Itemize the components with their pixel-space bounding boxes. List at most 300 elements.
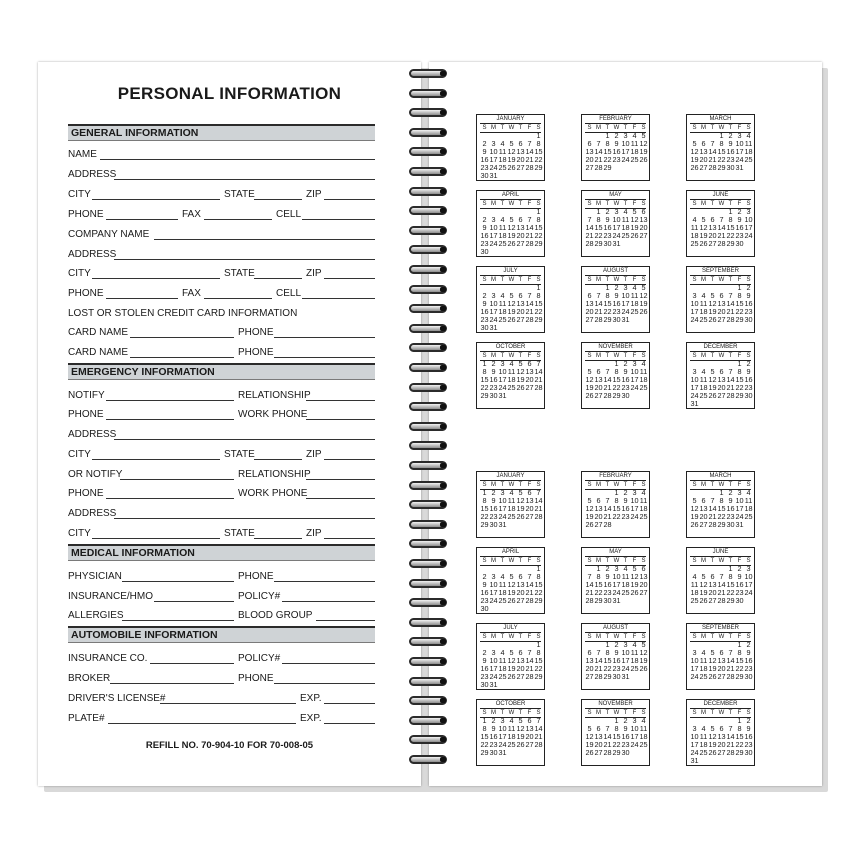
- day-number: 28: [594, 672, 603, 681]
- spiral-ring: [406, 342, 456, 354]
- weekday-initial: S: [587, 710, 592, 716]
- form-row-card-name: [68, 326, 375, 340]
- weekday-initial: M: [596, 634, 601, 640]
- day-number: 4: [500, 572, 505, 581]
- day-number: 24: [612, 588, 621, 597]
- phone-line[interactable]: [106, 219, 178, 220]
- weekday-initial: S: [746, 634, 751, 640]
- refill-number: REFILL NO. 70-904-10 FOR 70-008-05: [145, 740, 314, 751]
- form-row-address: [68, 248, 375, 262]
- month-calendar: [581, 471, 650, 538]
- day-number: 11: [630, 648, 639, 657]
- city-line[interactable]: [92, 538, 220, 539]
- day-number: 4: [701, 724, 706, 733]
- field-label-allergies: ALLERGIES: [68, 610, 124, 621]
- day-number: 15: [717, 147, 726, 156]
- day-number: 17: [612, 223, 621, 232]
- cell-line[interactable]: [302, 219, 375, 220]
- month-name: APRIL: [501, 192, 520, 198]
- weekday-initial: S: [587, 482, 592, 488]
- day-number: 14: [708, 147, 717, 156]
- day-number: 16: [612, 299, 621, 308]
- day-number: 1: [596, 564, 601, 573]
- day-number: 11: [498, 299, 507, 308]
- zip-line[interactable]: [324, 278, 375, 279]
- day-number: 12: [507, 580, 516, 589]
- day-number: 31: [735, 520, 744, 529]
- card-name-line[interactable]: [130, 357, 234, 358]
- day-number: 23: [480, 163, 489, 172]
- day-number: 19: [585, 740, 594, 749]
- day-number: 26: [639, 664, 648, 673]
- month-name: FEBRUARY: [599, 473, 632, 479]
- day-number: 28: [585, 596, 594, 605]
- day-number: 13: [516, 299, 525, 308]
- weekday-initial: S: [536, 558, 541, 564]
- blood-group-line[interactable]: [316, 620, 375, 621]
- day-number: 28: [534, 740, 543, 749]
- day-number: 19: [639, 299, 648, 308]
- weekday-initial: T: [623, 277, 628, 283]
- weekday-initial: T: [605, 634, 610, 640]
- form-row-physician: [68, 570, 375, 584]
- weekday-initial: T: [518, 277, 523, 283]
- relationship-line[interactable]: [306, 479, 375, 480]
- day-number: 16: [612, 147, 621, 156]
- weekday-initial: T: [728, 558, 733, 564]
- weekday-initial: T: [623, 710, 628, 716]
- weekday-initial: S: [692, 277, 697, 283]
- address-line[interactable]: [114, 518, 375, 519]
- day-number: 31: [489, 323, 498, 332]
- day-number: 24: [489, 163, 498, 172]
- weekday-initial: S: [482, 634, 487, 640]
- company-name-line[interactable]: [154, 239, 375, 240]
- month-calendar: [686, 547, 755, 614]
- spiral-ring: [406, 362, 456, 374]
- day-number: 25: [507, 512, 516, 521]
- address-line[interactable]: [114, 259, 375, 260]
- zip-line[interactable]: [324, 538, 375, 539]
- day-number: 10: [489, 656, 498, 665]
- day-number: 6: [701, 496, 706, 505]
- day-number: 15: [612, 504, 621, 513]
- month-calendar: [581, 699, 650, 766]
- phone-line[interactable]: [274, 683, 375, 684]
- day-number: 18: [639, 732, 648, 741]
- policy-line[interactable]: [282, 663, 375, 664]
- day-number: 16: [726, 147, 735, 156]
- address-line[interactable]: [114, 179, 375, 180]
- day-number: 27: [699, 520, 708, 529]
- month-name: MAY: [609, 549, 622, 555]
- weekday-initial: T: [710, 125, 715, 131]
- physician-line[interactable]: [122, 581, 234, 582]
- section-medical-information: [68, 544, 375, 561]
- weekday-initial: F: [632, 710, 637, 716]
- day-number: 3: [737, 131, 742, 140]
- day-number: 8: [536, 215, 541, 224]
- weekday-initial: S: [536, 482, 541, 488]
- notify-line[interactable]: [106, 400, 234, 401]
- weekday-initial: S: [692, 201, 697, 207]
- spiral-ring: [406, 558, 456, 570]
- field-label-city: CITY: [68, 449, 91, 460]
- day-number: 21: [594, 664, 603, 673]
- weekday-initial: M: [491, 482, 496, 488]
- day-number: 4: [500, 291, 505, 300]
- day-number: 17: [489, 588, 498, 597]
- day-number: 15: [726, 580, 735, 589]
- weekday-initial: W: [718, 482, 725, 488]
- month-calendar: [476, 190, 545, 257]
- day-number: 14: [603, 504, 612, 513]
- day-number: 21: [594, 307, 603, 316]
- spiral-ring: [406, 186, 456, 198]
- day-number: 2: [491, 359, 496, 368]
- day-number: 2: [614, 131, 619, 140]
- weekday-initial: S: [536, 353, 541, 359]
- day-number: 7: [527, 291, 532, 300]
- day-number: 15: [735, 375, 744, 384]
- month-name: JANUARY: [496, 473, 525, 479]
- field-label-lost-card: LOST OR STOLEN CREDIT CARD INFORMATION: [68, 308, 298, 319]
- spiral-ring: [406, 715, 456, 727]
- day-number: 23: [726, 155, 735, 164]
- day-number: 3: [692, 291, 697, 300]
- day-number: 8: [737, 291, 742, 300]
- day-number: 7: [527, 572, 532, 581]
- phone-line[interactable]: [274, 581, 375, 582]
- day-number: 21: [525, 588, 534, 597]
- day-number: 27: [639, 588, 648, 597]
- field-label-state: STATE: [224, 268, 255, 279]
- day-number: 25: [690, 239, 699, 248]
- day-number: 28: [525, 315, 534, 324]
- day-number: 17: [489, 307, 498, 316]
- zip-line[interactable]: [324, 199, 375, 200]
- day-number: 6: [587, 648, 592, 657]
- day-number: 1: [536, 564, 541, 573]
- phone-line[interactable]: [106, 419, 234, 420]
- day-number: 2: [482, 215, 487, 224]
- day-number: 11: [498, 580, 507, 589]
- day-number: 28: [717, 239, 726, 248]
- weekday-initial: W: [508, 482, 515, 488]
- phone-line[interactable]: [274, 337, 375, 338]
- day-number: 22: [534, 307, 543, 316]
- month-calendar: [581, 342, 650, 409]
- day-number: 20: [699, 512, 708, 521]
- day-number: 1: [719, 131, 724, 140]
- weekday-initial: T: [728, 353, 733, 359]
- day-number: 22: [480, 740, 489, 749]
- day-number: 27: [708, 239, 717, 248]
- day-number: 24: [489, 315, 498, 324]
- insurance-co-line[interactable]: [150, 663, 234, 664]
- day-number: 5: [641, 640, 646, 649]
- section-heading: MEDICAL INFORMATION: [71, 547, 195, 559]
- phone-line[interactable]: [274, 357, 375, 358]
- day-number: 26: [708, 672, 717, 681]
- day-number: 26: [699, 596, 708, 605]
- day-number: 9: [737, 572, 742, 581]
- day-number: 29: [480, 391, 489, 400]
- month-calendar: [581, 114, 650, 181]
- day-number: 1: [737, 716, 742, 725]
- day-number: 10: [498, 724, 507, 733]
- day-number: 3: [632, 716, 637, 725]
- spiral-ring: [406, 636, 456, 648]
- day-number: 4: [692, 215, 697, 224]
- address-line[interactable]: [114, 439, 375, 440]
- day-number: 15: [612, 375, 621, 384]
- state-line[interactable]: [254, 278, 302, 279]
- exp-line[interactable]: [324, 703, 375, 704]
- relationship-line[interactable]: [306, 400, 375, 401]
- city-line[interactable]: [92, 199, 220, 200]
- day-number: 9: [623, 724, 628, 733]
- weekday-initial: W: [613, 125, 620, 131]
- spiral-ring: [406, 519, 456, 531]
- day-number: 2: [482, 572, 487, 581]
- day-number: 30: [735, 596, 744, 605]
- day-number: 15: [480, 732, 489, 741]
- day-number: 25: [630, 155, 639, 164]
- day-number: 25: [744, 155, 753, 164]
- day-number: 29: [717, 520, 726, 529]
- day-number: 14: [726, 299, 735, 308]
- city-line[interactable]: [92, 459, 220, 460]
- drivers-license-line[interactable]: [160, 703, 296, 704]
- day-number: 17: [744, 580, 753, 589]
- day-number: 9: [482, 299, 487, 308]
- day-number: 22: [612, 383, 621, 392]
- day-number: 25: [498, 163, 507, 172]
- weekday-initial: T: [728, 482, 733, 488]
- day-number: 2: [746, 640, 751, 649]
- day-number: 20: [594, 740, 603, 749]
- day-number: 10: [630, 367, 639, 376]
- day-number: 20: [525, 504, 534, 513]
- weekday-initial: M: [491, 558, 496, 564]
- fax-line[interactable]: [204, 298, 272, 299]
- weekday-initial: S: [536, 710, 541, 716]
- day-number: 12: [708, 299, 717, 308]
- field-label-name: NAME: [68, 149, 97, 160]
- form-row-or-notify: [68, 468, 375, 482]
- day-number: 2: [614, 283, 619, 292]
- day-number: 26: [585, 748, 594, 757]
- cell-line[interactable]: [302, 298, 375, 299]
- form-row-allergies: [68, 609, 375, 623]
- day-number: 7: [527, 648, 532, 657]
- weekday-initial: T: [605, 558, 610, 564]
- day-number: 4: [746, 131, 751, 140]
- day-number: 24: [744, 231, 753, 240]
- day-number: 26: [507, 315, 516, 324]
- day-number: 21: [525, 307, 534, 316]
- day-number: 1: [737, 359, 742, 368]
- day-number: 30: [726, 163, 735, 172]
- weekday-initial: M: [491, 634, 496, 640]
- day-number: 12: [516, 367, 525, 376]
- phone-line[interactable]: [106, 498, 234, 499]
- weekday-initial: F: [527, 634, 532, 640]
- form-row-address: [68, 507, 375, 521]
- day-number: 25: [744, 512, 753, 521]
- day-number: 17: [498, 375, 507, 384]
- weekday-initial: W: [613, 353, 620, 359]
- day-number: 27: [585, 672, 594, 681]
- day-number: 18: [507, 732, 516, 741]
- spiral-ring: [406, 421, 456, 433]
- day-number: 17: [498, 732, 507, 741]
- day-number: 30: [480, 171, 489, 180]
- day-number: 21: [525, 664, 534, 673]
- weekday-initial: S: [746, 125, 751, 131]
- day-number: 22: [717, 512, 726, 521]
- day-number: 23: [744, 307, 753, 316]
- broker-line[interactable]: [110, 683, 234, 684]
- day-number: 1: [719, 488, 724, 497]
- month-calendar: [686, 471, 755, 538]
- day-number: 9: [623, 367, 628, 376]
- day-number: 20: [516, 588, 525, 597]
- day-number: 14: [525, 223, 534, 232]
- section-automobile-information: [68, 626, 375, 643]
- weekday-initial: S: [692, 353, 697, 359]
- day-number: 1: [728, 564, 733, 573]
- weekday-initial: W: [508, 634, 515, 640]
- weekday-initial: W: [508, 277, 515, 283]
- day-number: 21: [603, 512, 612, 521]
- day-number: 14: [525, 147, 534, 156]
- weekday-initial: S: [641, 710, 646, 716]
- phone-line[interactable]: [106, 298, 178, 299]
- field-label-relationship: RELATIONSHIP: [238, 469, 311, 480]
- day-number: 5: [710, 367, 715, 376]
- name-line[interactable]: [100, 159, 375, 160]
- day-number: 29: [594, 596, 603, 605]
- policy-line[interactable]: [282, 601, 375, 602]
- form-row-drivers-license: [68, 692, 375, 706]
- form-row-insurance-hmo: [68, 590, 375, 604]
- weekday-initial: T: [500, 558, 505, 564]
- day-number: 10: [612, 572, 621, 581]
- weekday-initial: M: [491, 710, 496, 716]
- day-number: 2: [737, 564, 742, 573]
- day-number: 2: [728, 131, 733, 140]
- fax-line[interactable]: [204, 219, 272, 220]
- weekday-initial: M: [491, 353, 496, 359]
- day-number: 9: [746, 648, 751, 657]
- day-number: 30: [621, 391, 630, 400]
- day-number: 23: [621, 512, 630, 521]
- month-name: JULY: [503, 625, 518, 631]
- day-number: 1: [737, 640, 742, 649]
- day-number: 23: [735, 588, 744, 597]
- day-number: 20: [717, 383, 726, 392]
- card-name-line[interactable]: [130, 337, 234, 338]
- day-number: 30: [480, 680, 489, 689]
- day-number: 17: [690, 307, 699, 316]
- insurance-hmo-line[interactable]: [154, 601, 234, 602]
- day-number: 13: [525, 496, 534, 505]
- day-number: 11: [699, 656, 708, 665]
- plate-line[interactable]: [108, 723, 296, 724]
- form-row-phone: [68, 487, 375, 501]
- day-number: 24: [744, 588, 753, 597]
- weekday-initial: T: [500, 353, 505, 359]
- day-number: 3: [491, 648, 496, 657]
- day-number: 25: [630, 664, 639, 673]
- form-row-card-name: [68, 346, 375, 360]
- section-emergency-information: [68, 363, 375, 380]
- day-number: 9: [605, 215, 610, 224]
- exp-line[interactable]: [324, 723, 375, 724]
- day-number: 20: [585, 155, 594, 164]
- day-number: 8: [482, 724, 487, 733]
- day-number: 4: [701, 648, 706, 657]
- day-number: 21: [726, 307, 735, 316]
- allergies-line[interactable]: [122, 620, 234, 621]
- day-number: 25: [699, 315, 708, 324]
- day-number: 4: [500, 139, 505, 148]
- section-heading: EMERGENCY INFORMATION: [71, 366, 215, 378]
- field-label-phone: PHONE: [68, 409, 104, 420]
- state-line[interactable]: [254, 459, 302, 460]
- weekday-initial: T: [728, 277, 733, 283]
- day-number: 3: [491, 291, 496, 300]
- day-number: 31: [489, 171, 498, 180]
- state-line[interactable]: [254, 538, 302, 539]
- month-calendar: [581, 623, 650, 690]
- day-number: 10: [735, 496, 744, 505]
- day-number: 28: [534, 512, 543, 521]
- weekday-initial: S: [587, 634, 592, 640]
- day-number: 12: [507, 299, 516, 308]
- day-number: 14: [534, 724, 543, 733]
- field-label-fax: FAX: [182, 288, 201, 299]
- weekday-initial: M: [491, 125, 496, 131]
- day-number: 24: [690, 672, 699, 681]
- or-notify-line[interactable]: [120, 479, 234, 480]
- zip-line[interactable]: [324, 459, 375, 460]
- day-number: 3: [746, 564, 751, 573]
- day-number: 26: [699, 239, 708, 248]
- month-name: OCTOBER: [495, 701, 526, 707]
- city-line[interactable]: [92, 278, 220, 279]
- day-number: 29: [603, 672, 612, 681]
- weekday-initial: S: [641, 482, 646, 488]
- work-phone-line[interactable]: [306, 498, 375, 499]
- weekday-initial: M: [701, 125, 706, 131]
- day-number: 26: [516, 512, 525, 521]
- state-line[interactable]: [254, 199, 302, 200]
- section-heading: AUTOMOBILE INFORMATION: [71, 629, 218, 641]
- day-number: 1: [536, 131, 541, 140]
- day-number: 4: [692, 572, 697, 581]
- day-number: 20: [585, 307, 594, 316]
- field-label-address: ADDRESS: [68, 508, 117, 519]
- day-number: 13: [594, 504, 603, 513]
- work-phone-line[interactable]: [306, 419, 375, 420]
- weekday-initial: T: [728, 710, 733, 716]
- day-number: 20: [594, 383, 603, 392]
- weekday-initial: F: [527, 277, 532, 283]
- day-number: 14: [585, 580, 594, 589]
